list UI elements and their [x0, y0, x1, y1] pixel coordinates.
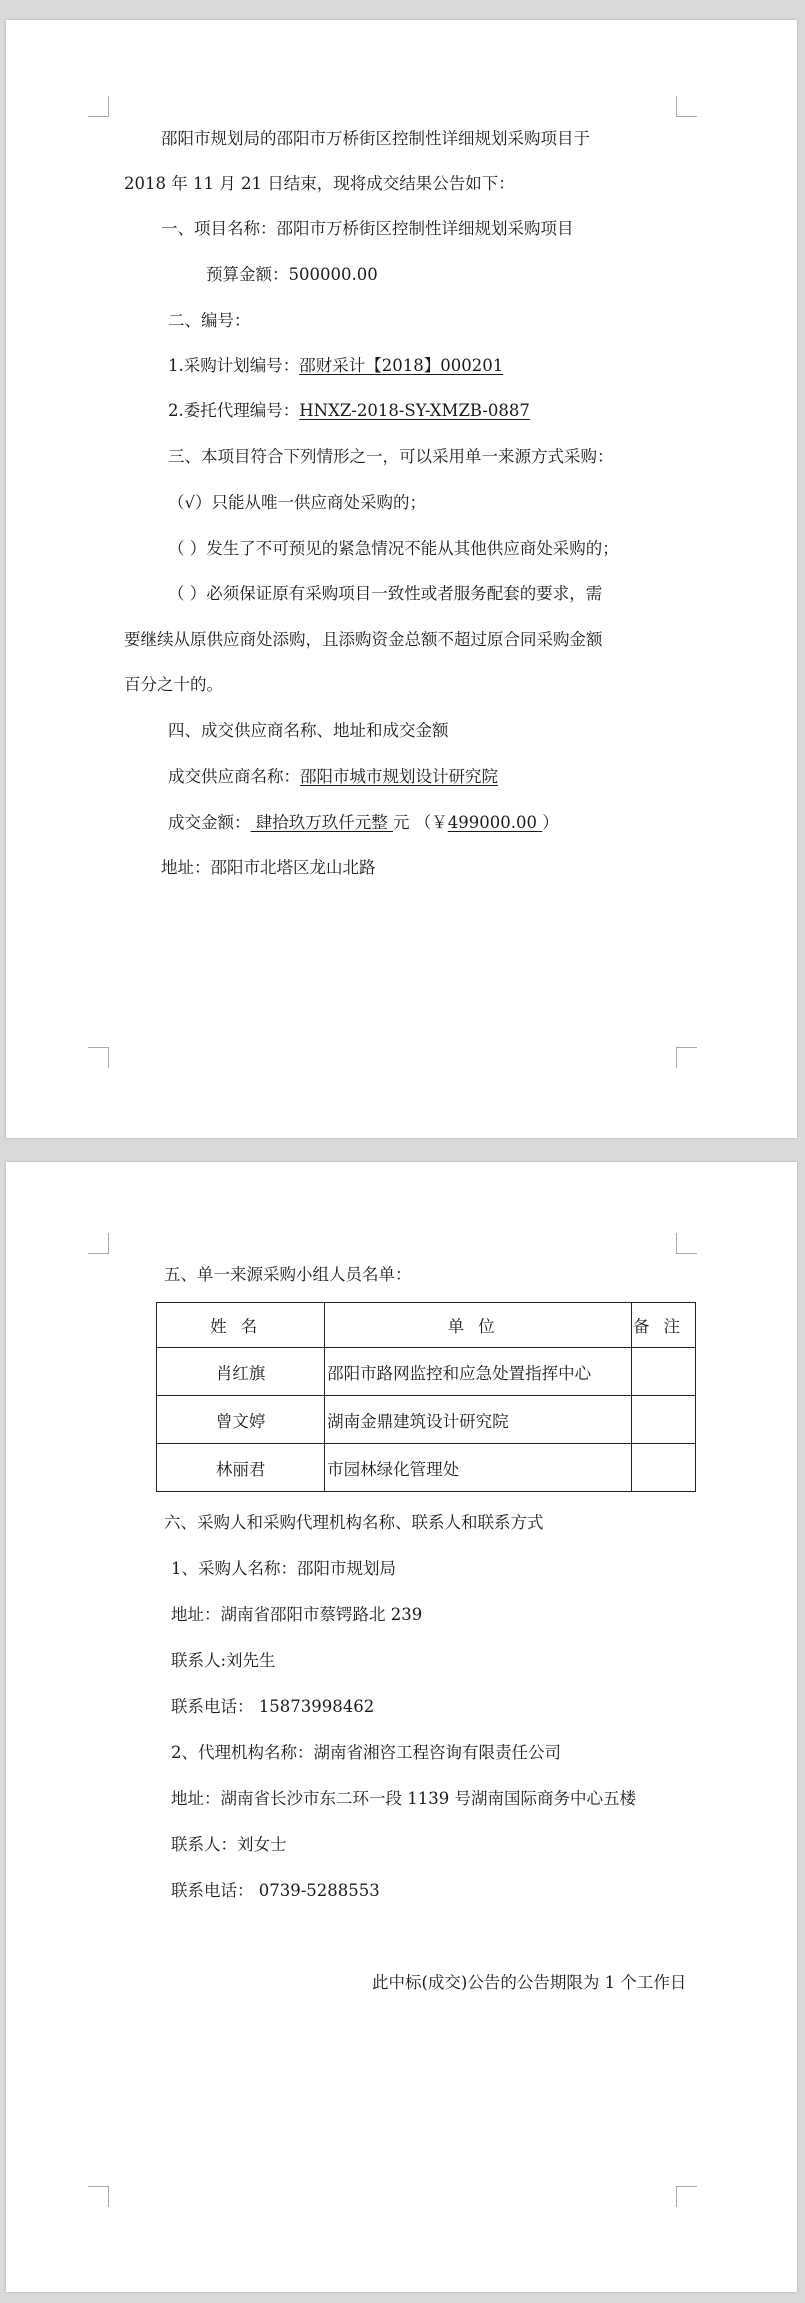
deal-amount	[168, 812, 559, 834]
section-three-heading: 三、本项目符合下列情形之一，可以采用单一来源方式采购：	[168, 447, 614, 466]
section-number-heading: 二、编号：	[168, 311, 251, 330]
deal-amount-number: 499000.00	[447, 813, 543, 832]
plan-number	[168, 355, 503, 377]
deal-amount-unit: 元 （￥	[393, 813, 448, 832]
agency-number-label: 2.委托代理编号：	[168, 401, 300, 420]
corner-mark-top-right	[676, 1233, 697, 1254]
plan-number-label: 1.采购计划编号：	[168, 356, 300, 375]
member-unit: 邵阳市路网监控和应急处置指挥中心	[325, 1348, 632, 1396]
header-unit: 单位	[325, 1303, 632, 1348]
purchaser-phone: 联系电话： 15873998462	[171, 1697, 375, 1716]
notice-period: 此中标(成交)公告的公告期限为 1 个工作日	[372, 1973, 687, 1992]
table-row	[157, 1396, 696, 1444]
table-row	[157, 1348, 696, 1396]
option-emergency: （ ）发生了不可预见的紧急情况不能从其他供应商处采购的；	[168, 539, 619, 558]
option-single-supplier: （√）只能从唯一供应商处采购的；	[168, 493, 427, 512]
agency-address: 地址：湖南省长沙市东二环一段 1139 号湖南国际商务中心五楼	[171, 1789, 636, 1808]
supplier-label: 成交供应商名称：	[168, 767, 300, 786]
project-name: 一、项目名称：邵阳市万桥街区控制性详细规划采购项目	[161, 219, 574, 238]
plan-number-value: 邵财采计【2018】000201	[299, 356, 504, 375]
corner-mark-bottom-left	[88, 2186, 109, 2207]
members-table	[156, 1302, 696, 1492]
table-row	[157, 1444, 696, 1492]
member-name: 曾文婷	[157, 1396, 325, 1444]
supplier-name	[168, 766, 498, 788]
document-page-1	[6, 20, 797, 1138]
corner-mark-top-left	[88, 96, 109, 117]
section-four-heading: 四、成交供应商名称、地址和成交金额	[168, 721, 449, 740]
intro-line-2: 2018 年 11 月 21 日结束，现将成交结果公告如下：	[124, 174, 515, 193]
document-page-2	[6, 1162, 797, 2292]
corner-mark-bottom-right	[676, 2186, 697, 2207]
corner-mark-top-left	[88, 1233, 109, 1254]
option-consistency-line-2: 要继续从原供应商处添购，且添购资金总额不超过原合同采购金额	[124, 630, 603, 649]
agency-number	[168, 400, 530, 422]
agency-phone: 联系电话： 0739-5288553	[171, 1881, 380, 1900]
option-consistency-line-1: （ ）必须保证原有采购项目一致性或者服务配套的要求，需	[168, 584, 603, 603]
purchaser-name: 1、采购人名称：邵阳市规划局	[171, 1559, 396, 1578]
corner-mark-bottom-left	[88, 1047, 109, 1068]
member-note	[632, 1444, 696, 1492]
member-name: 肖红旗	[157, 1348, 325, 1396]
header-note: 备注	[632, 1303, 696, 1348]
section-six-heading: 六、采购人和采购代理机构名称、联系人和联系方式	[164, 1513, 544, 1532]
member-unit: 市园林绿化管理处	[325, 1444, 632, 1492]
purchaser-address: 地址：湖南省邵阳市蔡锷路北 239	[171, 1605, 423, 1624]
deal-amount-close: ）	[542, 813, 559, 832]
member-note	[632, 1348, 696, 1396]
member-unit: 湖南金鼎建筑设计研究院	[325, 1396, 632, 1444]
corner-mark-bottom-right	[676, 1047, 697, 1068]
member-name: 林丽君	[157, 1444, 325, 1492]
corner-mark-top-right	[676, 96, 697, 117]
option-consistency-line-3: 百分之十的。	[124, 675, 223, 694]
member-note	[632, 1396, 696, 1444]
deal-amount-label: 成交金额：	[168, 813, 251, 832]
supplier-value: 邵阳市城市规划设计研究院	[300, 767, 498, 786]
supplier-address: 地址：邵阳市北塔区龙山北路	[161, 858, 376, 877]
agency-contact: 联系人：刘女士	[171, 1835, 287, 1854]
table-header-row	[157, 1303, 696, 1348]
agency-number-value: HNXZ-2018-SY-XMZB-0887	[299, 401, 530, 420]
intro-line-1: 邵阳市规划局的邵阳市万桥街区控制性详细规划采购项目于	[161, 129, 590, 148]
deal-amount-words: 肆拾玖万玖仟元整	[250, 813, 393, 832]
section-five-heading: 五、单一来源采购小组人员名单：	[164, 1265, 412, 1284]
header-name: 姓名	[157, 1303, 325, 1348]
budget-amount: 预算金额：500000.00	[206, 265, 378, 284]
purchaser-contact: 联系人:刘先生	[171, 1651, 276, 1670]
agency-name: 2、代理机构名称：湖南省湘咨工程咨询有限责任公司	[171, 1743, 561, 1762]
